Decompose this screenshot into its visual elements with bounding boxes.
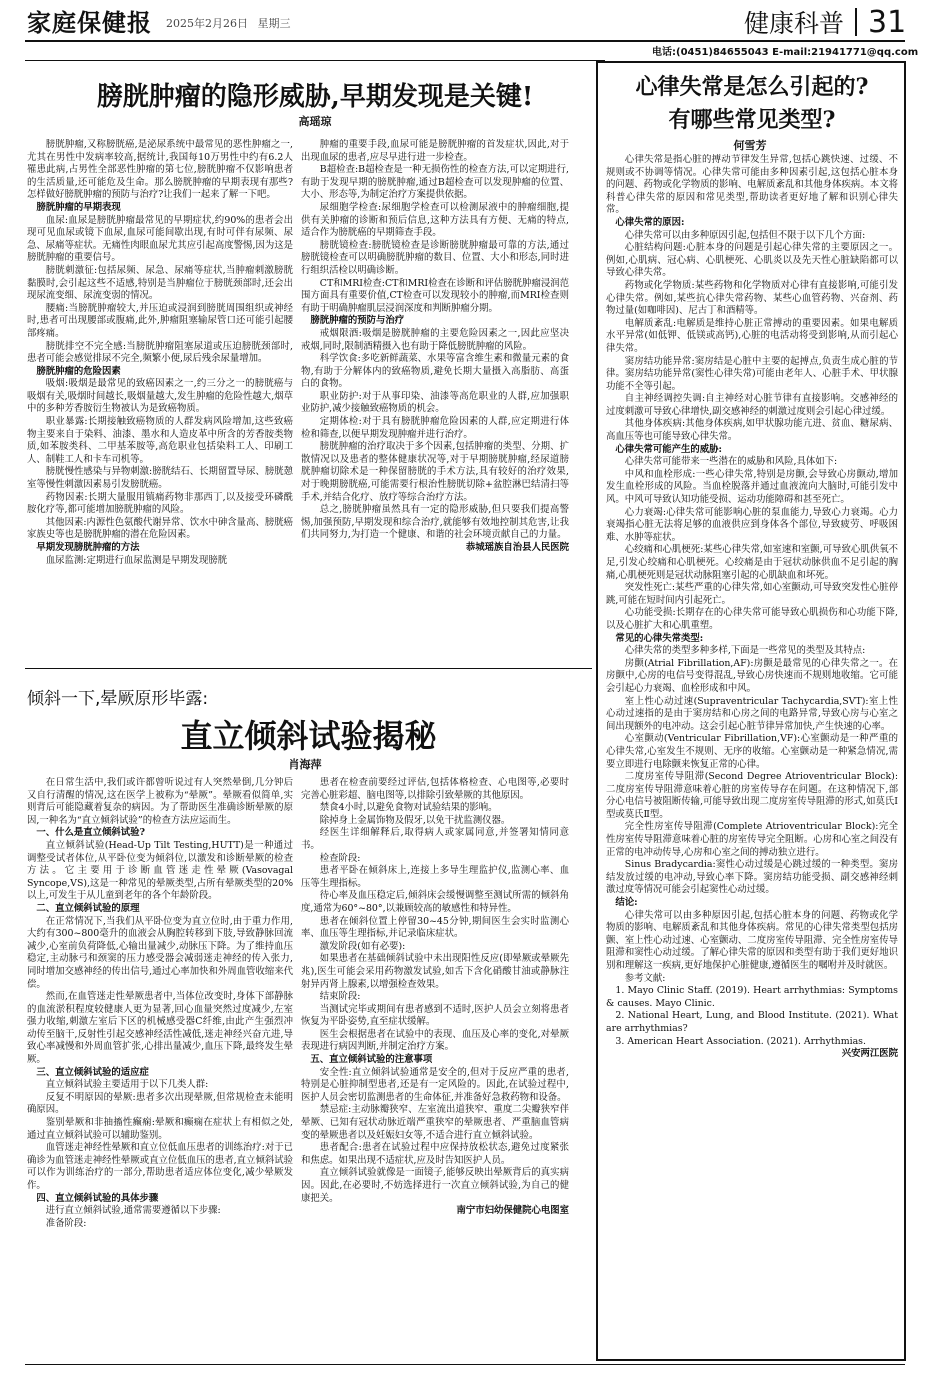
paragraph: 心绞痛和心肌梗死:某些心律失常,如室速和室颤,可导致心肌供氧不足,引发心绞痛和心肌梗死。心绞痛是由于冠状动脉供血不足引起的胸痛,心肌梗死则是冠状动脉阻塞引起的心肌缺血和坏死。 bbox=[606, 544, 898, 581]
paragraph: 心律失常可能带来一些潜在的威胁和风险,具体如下: bbox=[624, 456, 838, 468]
article3-top-rule bbox=[25, 668, 592, 669]
issue-weekday: 星期三 bbox=[257, 17, 291, 30]
paragraph: 房颤(Atrial Fibrillation,AF):房颤是最常见的心律失常之一。在房颤中,心房的电信号变得混乱,导致心房快速而不规则地收缩。它可能会引起心力衰竭、血栓形成和中风。 bbox=[606, 657, 898, 694]
paragraph: 患者在倾斜位置上停留30~45分钟,期间医生会实时监测心率、血压等生理指标,并记录临床症状。 bbox=[301, 915, 569, 940]
paragraph: 药物或化学物质:某些药物和化学物质对心律有直接影响,可能引发心律失常。例如,某些抗心律失常药物、某些心血管药物、兴奋剂、药物过量(如咖啡因)、尼古丁和酒精等。 bbox=[606, 279, 898, 317]
paragraph: 其他因素:内源性色氨酸代谢异常、饮水中砷含量高、膀胱癌家族史等也是膀胱肿瘤的潜在危险因素。 bbox=[27, 516, 293, 541]
paragraph: 检查阶段: bbox=[319, 852, 361, 864]
paragraph: 膀胱镜检查:膀胱镜检查是诊断膀胱肿瘤最可靠的方法,通过膀胱镜检查可以明确膀胱肿瘤的数目、位置、大小和形态,同时进行组织活检以明确诊断。 bbox=[301, 239, 569, 276]
paragraph: 电解质紊乱:电解质是维持心脏正常搏动的重要因素。如果电解质水平异常(如低钾、低镁或高钙),心脏的电活动将受到影响,从而引起心律失常。 bbox=[606, 317, 898, 354]
paragraph: 患者在检查前要经过评估,包括体格检查、心电图等,必要时完善心脏彩超、脑电图等,以排除引致晕厥的其他原因。 bbox=[301, 777, 569, 801]
paragraph: 准备阶段: bbox=[45, 1217, 87, 1229]
paragraph: 室上性心动过速(Supraventricular Tachycardia,SVT):室上性心动过速指的是由于窦房结和心房之间的电路异常,导致心房与心室之间出现额外的电冲动。这会引起心脏节律异常加快,产生快速的心率。 bbox=[606, 695, 898, 732]
paragraph: 定期体检:对于具有膀胱肿瘤危险因素的人群,应定期进行体检和筛查,以便早期发现肿瘤并进行治疗。 bbox=[301, 416, 569, 440]
paragraph: 腰痛:当膀胱肿瘤较大,并压迫或浸润到膀胱周围组织或神经时,患者可出现腰部或腹痛,此外,肿瘤阻塞输尿管口还可能引起腰部疼痛。 bbox=[27, 302, 293, 339]
paragraph: Sinus Bradycardia:窦性心动过缓是心跳过缓的一种类型。窦房结发放过缓的电冲动,导致心率下降。窦房结功能受损、副交感神经刺激过度等情况可能会引起窦性心动过缓。 bbox=[606, 859, 898, 896]
paragraph: B超检查:B超检查是一种无损伤性的检查方法,可以定期进行,有助于发现早期的膀胱肿瘤,通过B超检查可以发现肿瘤的位置、大小、形态等,为制定治疗方案提供依据。 bbox=[301, 164, 569, 201]
paragraph: 在正常情况下,当我们从平卧位变为直立位时,由于重力作用,大约有300~800毫升的血液会从胸腔转移到下肢,导致静脉回流减少,心室前负荷降低,心输出量减少,动脉压下降。为了维持血压稳定,主动脉弓和颈窦的压力感受器会减弱迷走神经的传入张力,同时增加交感神经的传出信号,通过心率加快和外周血管收缩来代偿。 bbox=[27, 915, 293, 990]
paragraph: 禁食4小时,以避免食物对试验结果的影响。 bbox=[319, 802, 498, 814]
paragraph: 职业防护:对于从事印染、油漆等高危职业的人群,应加强职业防护,减少接触致癌物质的机会。 bbox=[301, 390, 569, 415]
paragraph: 参考文献: bbox=[624, 972, 666, 984]
section-heading: 常见的心律失常类型: bbox=[615, 632, 704, 644]
article2-body bbox=[606, 154, 898, 1356]
paragraph: 心律失常可以由多种原因引起,包括但不限于以下几个方面: bbox=[624, 229, 866, 241]
paragraph: 膀胱肿瘤的治疗取决于多个因素,包括肿瘤的类型、分期、扩散情况以及患者的整体健康状况等,对于早期膀胱肿瘤,经尿道膀胱肿瘤切除术是一种保留膀胱的手术方法,具有较好的治疗效果,对于晚期膀胱癌,可能需要行根治性膀胱切除+盆腔淋巴结清扫等手术,并结合化疗、放疗等综合治疗方法。 bbox=[301, 441, 569, 503]
article1-column-1 bbox=[27, 139, 293, 664]
paragraph: 职业暴露:长期接触致癌物质的人群发病风险增加,这些致癌物主要来自于染料、油漆、墨水和人造皮革中所含的芳香胺类物质,如苯胺类科、二甲基苯胺等,高危职业包括染料工人、印刷工人、制鞋工人和卡车司机等。 bbox=[27, 416, 293, 465]
paragraph: 心律失常是指心脏的搏动节律发生异常,包括心跳快速、过缓、不规则或不协调等情况。心律失常可能由多种因素引起,这包括心脏本身的问题、药物或化学物质的影响、电解质紊乱和其他身体疾病。本文将科普心律失常的原因和常见类型,帮助读者更好地了解和识别心律失常。 bbox=[606, 154, 898, 216]
paragraph: 激发阶段(如有必要): bbox=[319, 940, 406, 952]
paragraph: 患者配合:患者在试验过程中应保持放松状态,避免过度紧张和焦虑。如果出现不适症状,应及时告知医护人员。 bbox=[301, 1142, 569, 1166]
paragraph: 二度房室传导阻滞(Second Degree Atrioventricular Block):二度房室传导阻滞意味着心脏的房室传导存在问题。在这种情况下,部分心电信号被阻断传输,可能导致出现二度房室传导阻滞的形式,如莫氏Ⅰ型或莫氏Ⅱ型。 bbox=[606, 771, 898, 820]
page-number: 31 bbox=[868, 5, 907, 40]
affiliation: 南宁市妇幼保健院心电图室 bbox=[456, 1205, 569, 1217]
paragraph: 其他身体疾病:其他身体疾病,如甲状腺功能亢进、贫血、糖尿病、高血压等也可能导致心律失常。 bbox=[606, 418, 898, 443]
paragraph: 心律失常可以由多种原因引起,包括心脏本身的问题、药物或化学物质的影响、电解质紊乱和其他身体疾病。常见的心律失常类型包括房颤、室上性心动过速、心室颤动、二度房室传导阻滞、完全性房室传导阻滞和窦性心动过缓。了解心律失常的原因和类型有助于我们更好地识别和理解这一疾病,更好地保护心脏健康,遵循医生的嘱咐并及时就医。 bbox=[606, 909, 898, 971]
paragraph: 禁忌症:主动脉瓣狭窄、左室流出道狭窄、重度二尖瓣狭窄伴晕厥、已知有冠状动脉近端严重狭窄的晕厥患者、严重脑血管病变的晕厥患者以及妊娠妇女等,不适合进行直立倾斜试验。 bbox=[301, 1104, 569, 1141]
paragraph: 直立倾斜试验主要适用于以下几类人群: bbox=[45, 1079, 209, 1091]
paragraph: 肿瘤的重要手段,血尿可能是膀胱肿瘤的首发症状,因此,对于出现血尿的患者,应尽早进行进一步检查。 bbox=[301, 139, 569, 163]
article2-title-line1: 心律失常是怎么引起的? bbox=[635, 74, 869, 100]
article3-author: 肖海萍 bbox=[288, 758, 322, 771]
section-name: 健康科普 bbox=[744, 9, 845, 38]
section-heading: 早期发现膀胱肿瘤的方法 bbox=[36, 542, 140, 553]
paragraph: CT和MRI检查:CT和MRI检查在诊断和评估膀胱肿瘤浸润范围方面具有重要价值,CT检查可以发现较小的肿瘤,而MRI检查则有助于明确肿瘤肌层浸润深度和判断肿瘤分期。 bbox=[301, 277, 569, 314]
paragraph: 膀胱刺激征:包括尿频、尿急、尿痛等症状,当肿瘤刺激膀胱黏膜时,会引起这些不适感,特别是当肿瘤位于膀胱颈部时,还会出现尿流变细、尿流变弱的情况。 bbox=[27, 264, 293, 302]
article3-title: 直立倾斜试验揭秘 bbox=[180, 717, 437, 755]
page-bottom-rule bbox=[25, 1364, 905, 1365]
paragraph: 膀胱慢性感染与异物刺激:膀胱结石、长期留置导尿、膀胱憩室等慢性刺激因素易引发膀胱癌。 bbox=[27, 466, 293, 491]
article1-top-rule bbox=[25, 60, 605, 61]
paragraph: 直立倾斜试验就像是一面镜子,能够反映出晕厥背后的真实病因。因此,在必要时,不妨选择进行一次直立倾斜试验,为自己的健康把关。 bbox=[301, 1167, 569, 1204]
reference-item: 3. American Heart Association. (2021). Arrhythmias. bbox=[615, 1035, 866, 1047]
article1-title: 膀胱肿瘤的隐形威胁,早期发现是关键! bbox=[96, 82, 534, 112]
article2-title-line2: 有哪些常见类型? bbox=[668, 107, 836, 133]
section-heading: 心律失常的原因: bbox=[615, 216, 685, 228]
masthead-rule bbox=[25, 40, 905, 42]
section-heading: 二、直立倾斜试验的原理 bbox=[36, 902, 140, 914]
paragraph: 窦房结功能异常:窦房结是心脏中主要的起搏点,负责生成心脏的节律。窦房结功能异常(窦性心律失常)可能由老年人、心脏手术、甲状腺功能不全等引起。 bbox=[606, 355, 898, 392]
paragraph: 完全性房室传导阻滞(Complete Atrioventricular Block):完全性房室传导阻滞意味着心脏的房室传导完全阻断。心房和心室之间没有正常的电冲动传导,心房和心室之间的搏动独立进行。 bbox=[606, 821, 898, 858]
paragraph: 药物因素:长期大量服用镇痛药物非那西丁,以及接受环磷酰胺化疗等,都可能增加膀胱肿瘤的风险。 bbox=[27, 491, 293, 516]
newspaper-name: 家庭保健报 bbox=[27, 9, 152, 37]
section-heading: 膀胱肿瘤的预防与治疗 bbox=[310, 315, 405, 327]
paragraph: 心律失常的类型多种多样,下面是一些常见的类型及其特点: bbox=[624, 645, 866, 657]
article2-author: 何雪芳 bbox=[733, 139, 767, 152]
paragraph: 除掉身上金属饰物及假牙,以免干扰监测仪器。 bbox=[319, 814, 511, 826]
article3-column-1 bbox=[27, 777, 293, 1362]
paragraph: 突发性死亡:某些严重的心律失常,如心室颤动,可导致突发性心脏停跳,可能在短时间内引起死亡。 bbox=[606, 582, 898, 606]
paragraph: 心室颤动(Ventricular Fibrillation,VF):心室颤动是一种严重的心律失常,心室发生不规则、无序的收缩。心室颤动是一种紧急情况,需要立即进行电除颤来恢复正常的心律。 bbox=[606, 733, 898, 770]
paragraph: 进行直立倾斜试验,通常需要遵循以下步骤: bbox=[45, 1205, 221, 1217]
paragraph: 在日常生活中,我们或许都曾听说过有人突然晕倒,几分钟后又自行清醒的情况,这在医学上被称为“晕厥”。晕厥看似简单,实则背后可能隐藏着复杂的病因。为了帮助医生准确诊断晕厥的原因,一种名为“直立倾斜试验”的检查方法应运而生。 bbox=[27, 777, 293, 826]
paragraph: 结束阶段: bbox=[319, 991, 361, 1003]
paragraph: 鉴别晕厥和非抽搐性癫痫:晕厥和癫痫在症状上有相似之处,通过直立倾斜试验可以辅助鉴别。 bbox=[27, 1117, 293, 1141]
article1-column-2 bbox=[301, 139, 569, 664]
paragraph: 患者平卧在倾斜床上,连接上多导生理监护仪,监测心率、血压等生理指标。 bbox=[301, 865, 569, 889]
paragraph: 血尿:血尿是膀胱肿瘤最常见的早期症状,约90%的患者会出现可见血尿或镜下血尿,血尿可能间歇出现,有时可伴有尿频、尿急、尿痛等症状。无痛性肉眼血尿尤其应引起高度警惕,因为这是膀胱肿瘤的重要信号。 bbox=[27, 214, 293, 264]
section-heading: 膀胱肿瘤的早期表现 bbox=[36, 201, 121, 213]
paragraph: 直立倾斜试验(Head-Up Tilt Testing,HUTT)是一种通过调整受试者体位,从平卧位变为倾斜位,以激发和诊断晕厥的检查方法。它主要用于诊断血管迷走性晕厥(Vasovagal Syncope,VS),这是一种常见的晕厥类型,占所有晕厥类型的20%以上,可发生于从儿童到老年的各个年龄阶段。 bbox=[27, 839, 293, 902]
paragraph: 尿细胞学检查:尿细胞学检查可以检测尿液中的肿瘤细胞,提供有关肿瘤的诊断和预后信息,这种方法具有方便、无痛的特点,适合作为膀胱癌的早期筛查手段。 bbox=[301, 201, 569, 239]
paragraph: 待心率及血压稳定后,倾斜床会缓慢调整至测试所需的倾斜角度,通常为60°~80°,以兼顾较高的敏感性和特异性。 bbox=[301, 890, 569, 914]
paragraph: 吸烟:吸烟是最常见的致癌因素之一,约三分之一的膀胱癌与吸烟有关,吸烟时间越长,吸烟量越大,发生肿瘤的危险性越大,烟草中的多种芳香胺衍生物被认为是致癌物质。 bbox=[27, 378, 293, 415]
paragraph: 戒烟限酒:吸烟是膀胱肿瘤的主要危险因素之一,因此应坚决戒烟,同时,限制酒精摄入也有助于降低膀胱肿瘤的风险。 bbox=[301, 327, 569, 352]
paragraph: 反复不明原因的晕厥:患者多次出现晕厥,但常规检查未能明确原因。 bbox=[27, 1091, 293, 1116]
section-heading: 心律失常可能产生的威胁: bbox=[615, 443, 722, 455]
paragraph: 血尿监测:定期进行血尿监测是早期发现膀胱 bbox=[45, 554, 228, 566]
paragraph: 医生会根据患者在试验中的表现、血压及心率的变化,对晕厥表现进行病因判断,并制定治疗方案。 bbox=[301, 1028, 569, 1053]
paragraph: 心力衰竭:心律失常可能影响心脏的泵血能力,导致心力衰竭。心力衰竭指心脏无法将足够的血液供应到身体各个部位,导致疲劳、呼吸困难、水肿等症状。 bbox=[606, 506, 898, 543]
paragraph: 然而,在血管迷走性晕厥患者中,当体位改变时,身体下部静脉的血流淤积程度较健康人更为显著,回心血量突然过度减少,左室强力收缩,刺激左室后下区的机械感受器C纤维,由此产生强烈冲动传至脑干,反射性引起交感神经活性减低,迷走神经兴奋亢进,导致心率减慢和外周血管扩张,心排出量减少,血压下降,最终发生晕厥。 bbox=[27, 991, 293, 1066]
affiliation: 兴安两江医院 bbox=[841, 1048, 898, 1060]
affiliation: 恭城瑶族自治县人民医院 bbox=[465, 542, 569, 553]
reference-item: 1. Mayo Clinic Staff. (2019). Heart arrhythmias: Symptoms & causes. Mayo Clinic. bbox=[606, 985, 898, 1009]
article3-kicker: 倾斜一下,晕厥原形毕露: bbox=[27, 689, 209, 709]
section-heading: 四、直立倾斜试验的具体步骤 bbox=[36, 1192, 159, 1204]
paragraph: 膀胱肿瘤,又称膀胱癌,是泌尿系统中最常见的恶性肿瘤之一,尤其在男性中发病率较高,据统计,我国每10万男性中约有6.2人罹患此病,占男性全部恶性肿瘤的第七位,膀胱肿瘤不仅影响患者的生活质量,还可能危及生命。那么膀胱肿瘤的早期表现有那些?怎样做好膀胱肿瘤的预防与治疗?让我们一起来了解一下吧。 bbox=[27, 139, 293, 201]
paragraph: 心功能受损:长期存在的心律失常可能导致心肌损伤和心功能下降,以及心脏扩大和心肌重塑。 bbox=[606, 607, 898, 631]
section-heading: 三、直立倾斜试验的适应症 bbox=[36, 1066, 149, 1078]
contact-line: 电话:(0451)84655043 E-mail:21941771@qq.com bbox=[652, 47, 919, 58]
issue-date-text: 2025年2月26日 bbox=[166, 17, 248, 30]
paragraph: 中风和血栓形成:一些心律失常,特别是房颤,会导致心房颤动,增加发生血栓形成的风险。当血栓脱落并通过血液流向大脑时,可能引发中风。中风可导致认知功能受损、运动功能障碍和甚至死亡。 bbox=[606, 468, 898, 506]
paragraph: 安全性:直立倾斜试验通常是安全的,但对于反应严重的患者,特别是心脏抑制型患者,还是有一定风险的。因此,在试验过程中,医护人员会密切监测患者的生命体征,并准备好急救药物和设备。 bbox=[301, 1066, 569, 1103]
section-heading: 结论: bbox=[615, 897, 638, 909]
paragraph: 血管迷走神经性晕厥和直立位低血压患者的训练治疗:对于已确诊为血管迷走神经性晕厥或直立位低血压的患者,直立倾斜试验可以作为训练治疗的一部分,帮助患者适应体位变化,减少晕厥发作。 bbox=[27, 1142, 293, 1191]
paragraph: 科学饮食:多吃新鲜蔬菜、水果等富含维生素和微量元素的食物,有助于分解体内的致癌物质,避免长期大量摄入高脂肪、高蛋白的食物。 bbox=[301, 353, 569, 390]
article3-column-2 bbox=[301, 777, 569, 1362]
paragraph: 心脏结构问题:心脏本身的问题是引起心律失常的主要原因之一。例如,心肌病、冠心病、心肌梗死、心肌炎以及先天性心脏缺陷都可以导致心律失常。 bbox=[606, 242, 898, 279]
reference-item: 2. National Heart, Lung, and Blood Institute. (2021). What are arrhythmias? bbox=[606, 1010, 898, 1034]
article1-author: 高瑶琼 bbox=[298, 115, 332, 128]
paragraph: 经医生详细解释后,取得病人或家属同意,并签署知情同意书。 bbox=[301, 827, 569, 851]
issue-date bbox=[166, 17, 291, 31]
section-heading: 一、什么是直立倾斜试验? bbox=[36, 827, 146, 839]
section-heading: 五、直立倾斜试验的注意事项 bbox=[310, 1054, 433, 1066]
paragraph: 总之,膀胱肿瘤虽然具有一定的隐形威胁,但只要我们提高警惕,加强预防,早期发现和综合治疗,就能够有效地控制其危害,让我们共同努力,为打造一个健康、和谐的社会环境贡献自己的力量。 bbox=[301, 504, 569, 541]
paragraph: 如果患者在基础倾斜试验中未出现阳性反应(即晕厥或晕厥先兆),医生可能会采用药物激发试验,如舌下含化硝酸甘油或静脉注射异丙肾上腺素,以增强检查效果。 bbox=[301, 953, 569, 990]
masthead-divider bbox=[855, 8, 857, 36]
paragraph: 膀胱排空不完全感:当膀胱肿瘤阻塞尿道或压迫膀胱颈部时,患者可能会感觉排尿不完全,频繁小便,尿后残余尿量增加。 bbox=[27, 340, 293, 365]
section-heading: 膀胱肿瘤的危险因素 bbox=[36, 365, 121, 377]
paragraph: 当测试完毕或期间有患者感到不适时,医护人员会立刻将患者恢复为平卧姿势,直至症状缓解。 bbox=[301, 1003, 569, 1028]
paragraph: 自主神经调控失调:自主神经对心脏节律有直接影响。交感神经的过度刺激可导致心律增快,副交感神经的刺激过度则会引起心律过缓。 bbox=[606, 393, 898, 417]
